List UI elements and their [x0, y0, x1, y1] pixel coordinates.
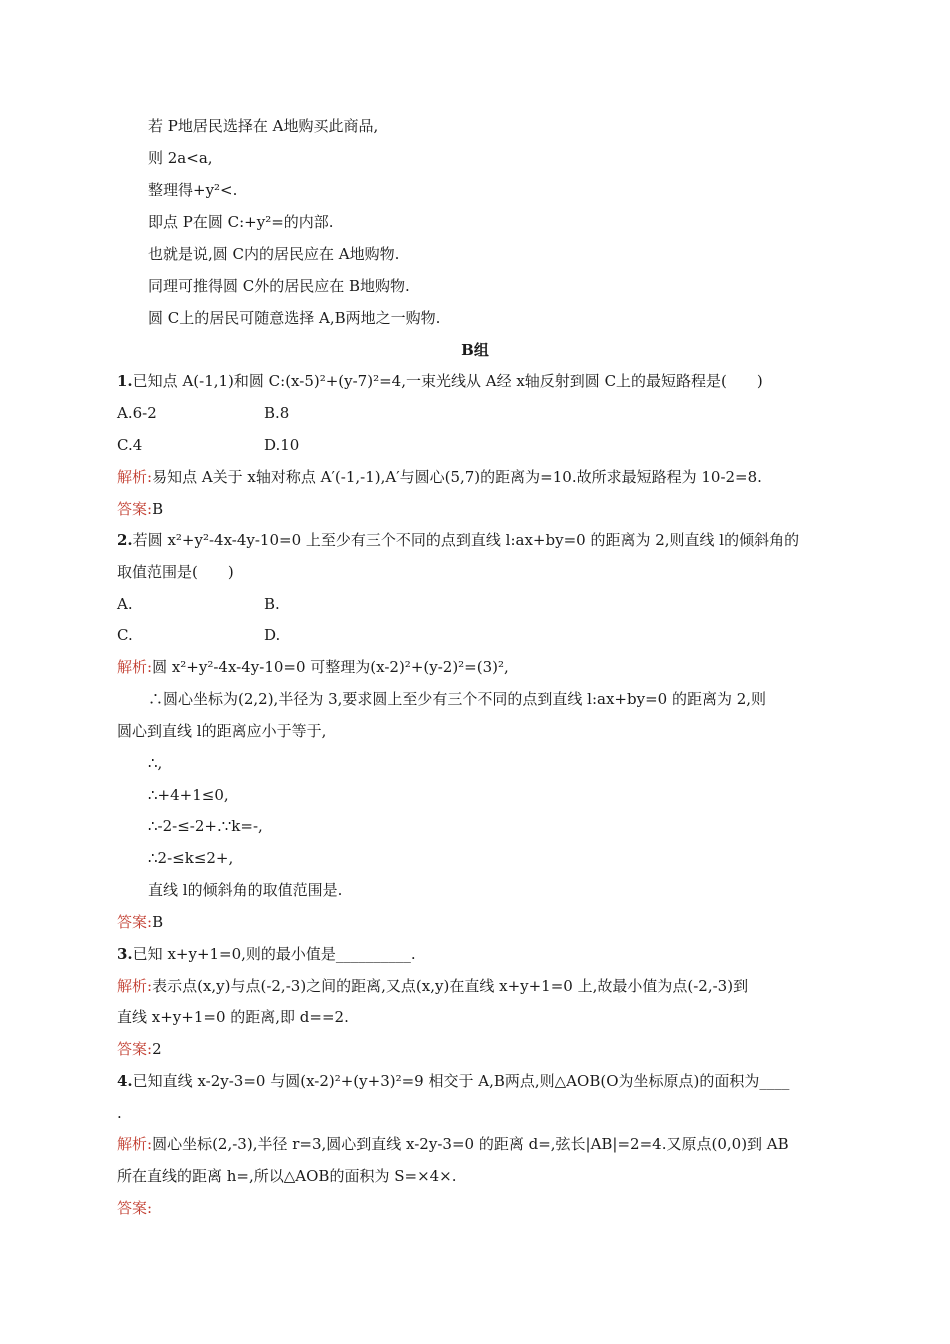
q2-analysis-line-3: 圆心到直线 l的距离应小于等于,	[117, 722, 327, 740]
answer-label: 答案:	[117, 500, 153, 518]
q3-answer	[117, 1038, 162, 1060]
q2-analysis-line-4: ∴,	[148, 754, 163, 772]
q2-text-1: 若圆 x²+y²-4x-4y-10=0 上至少有三个不同的点到直线 l:ax+by=0 的距离为 2,则直线 l的倾斜角的	[132, 531, 800, 549]
intro-line-2: 则 2a<a,	[148, 149, 213, 167]
q1-analysis	[117, 466, 762, 488]
q1-stem	[117, 370, 763, 392]
q1-answer-value: B	[152, 500, 164, 518]
q1-number: 1.	[117, 372, 133, 390]
q2-analysis-line-7: ∴2-≤k≤2+,	[148, 849, 234, 867]
intro-line-3: 整理得+y²<.	[148, 181, 238, 199]
q2-stem-line-2: 取值范围是( )	[117, 563, 234, 581]
section-title: B组	[461, 341, 489, 359]
answer-label: 答案:	[117, 1040, 153, 1058]
analysis-label: 解析:	[117, 977, 153, 995]
intro-line-6: 同理可推得圆 C外的居民应在 B地购物.	[148, 277, 410, 295]
q2-analysis-line-5: ∴+4+1≤0,	[148, 786, 229, 804]
q2-analysis-line-2: ∴圆心坐标为(2,2),半径为 3,要求圆上至少有三个不同的点到直线 l:ax+by=0 的距离为 2,则	[148, 690, 767, 708]
intro-line-7: 圆 C上的居民可随意选择 A,B两地之一购物.	[148, 309, 441, 327]
analysis-label: 解析:	[117, 1135, 153, 1153]
q1-option-d: D.10	[264, 436, 300, 454]
q4-analysis-line-2: 所在直线的距离 h=,所以△AOB的面积为 S=×4×.	[117, 1167, 457, 1185]
q4-analysis-text-1: 圆心坐标(2,-3),半径 r=3,圆心到直线 x-2y-3=0 的距离 d=,弦长|AB|=2=4.又原点(0,0)到 AB	[152, 1135, 789, 1153]
q1-text: 已知点 A(-1,1)和圆 C:(x-5)²+(y-7)²=4,一束光线从 A经 x轴反射到圆 C上的最短路程是( )	[132, 372, 763, 390]
q2-number: 2.	[117, 531, 133, 549]
q2-analysis-line-8: 直线 l的倾斜角的取值范围是.	[148, 881, 343, 899]
q3-analysis-text-1: 表示点(x,y)与点(-2,-3)之间的距离,又点(x,y)在直线 x+y+1=0 上,故最小值为点(-2,-3)到	[152, 977, 749, 995]
q3-text: 已知 x+y+1=0,则的最小值是__________.	[132, 945, 416, 963]
intro-line-5: 也就是说,圆 C内的居民应在 A地购物.	[148, 245, 400, 263]
q3-stem	[117, 943, 416, 965]
analysis-label: 解析:	[117, 658, 153, 676]
intro-line-4: 即点 P在圆 C:+y²=的内部.	[148, 213, 334, 231]
answer-label: 答案:	[117, 1199, 153, 1217]
q1-analysis-text: 易知点 A关于 x轴对称点 A′(-1,-1),A′与圆心(5,7)的距离为=10.故所求最短路程为 10-2=8.	[152, 468, 762, 486]
q2-analysis-line-6: ∴-2-≤-2+.∵k=-,	[148, 817, 263, 835]
q3-number: 3.	[117, 945, 133, 963]
q2-answer-value: B	[152, 913, 164, 931]
q1-option-a: A.6-2	[117, 404, 157, 422]
q4-answer	[117, 1197, 152, 1219]
analysis-label: 解析:	[117, 468, 153, 486]
q3-analysis-line-1	[117, 975, 748, 997]
q2-option-b: B.	[264, 595, 280, 613]
q2-stem-line-1	[117, 529, 799, 551]
q4-stem-line-1	[117, 1070, 789, 1092]
q1-option-b: B.8	[264, 404, 290, 422]
q3-analysis-line-2: 直线 x+y+1=0 的距离,即 d==2.	[117, 1008, 349, 1026]
q4-analysis-line-1	[117, 1133, 789, 1155]
q2-option-a: A.	[117, 595, 133, 613]
q2-answer	[117, 911, 163, 933]
q1-option-c: C.4	[117, 436, 143, 454]
q4-number: 4.	[117, 1072, 133, 1090]
q2-analysis-text-1: 圆 x²+y²-4x-4y-10=0 可整理为(x-2)²+(y-2)²=(3)²,	[152, 658, 509, 676]
answer-label: 答案:	[117, 913, 153, 931]
q3-answer-value: 2	[152, 1040, 162, 1058]
q4-text-1: 已知直线 x-2y-3=0 与圆(x-2)²+(y+3)²=9 相交于 A,B两点,则△AOB(O为坐标原点)的面积为____	[132, 1072, 790, 1090]
q2-analysis-line-1	[117, 656, 509, 678]
intro-line-1: 若 P地居民选择在 A地购买此商品,	[148, 117, 379, 135]
q4-stem-line-2: .	[117, 1104, 122, 1122]
q2-option-d: D.	[264, 626, 281, 644]
q1-answer	[117, 498, 163, 520]
q2-option-c: C.	[117, 626, 133, 644]
